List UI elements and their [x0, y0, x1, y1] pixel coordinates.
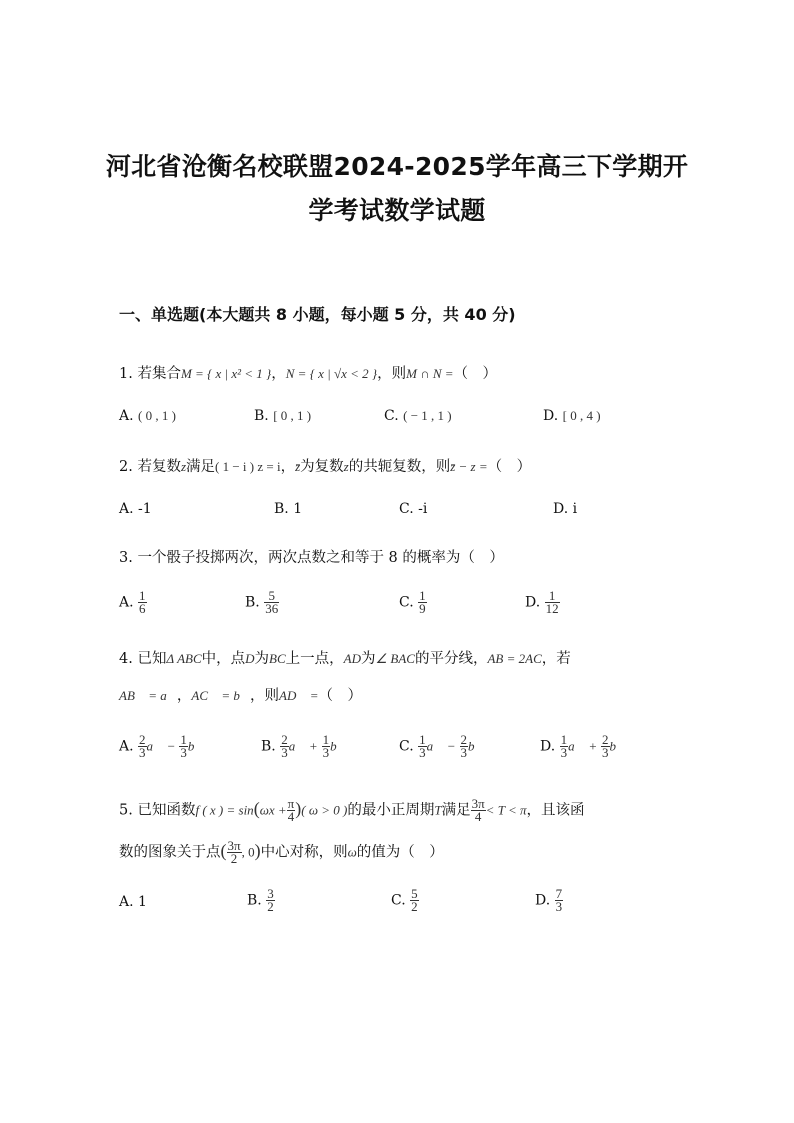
option-label: A. — [119, 738, 134, 755]
denominator: 9 — [419, 601, 426, 616]
question-text: ，且该函 — [526, 802, 585, 819]
numerator: 2 — [460, 732, 467, 747]
math-expression: AC⃗ = b⃗ — [191, 688, 250, 703]
option-value: [ 0 , 4 ) — [562, 408, 601, 423]
math-expression: AB⃗ = a⃗ — [119, 688, 177, 703]
numerator: 3π — [471, 796, 485, 811]
denominator: 36 — [265, 601, 279, 616]
denominator: 3 — [322, 745, 330, 760]
question-text: ， — [280, 459, 296, 475]
question-number: 5. — [119, 802, 133, 819]
option-label: C. — [391, 892, 406, 909]
question-text: 上一点， — [285, 651, 344, 667]
fraction — [264, 590, 279, 615]
question-text: ，若 — [541, 651, 571, 667]
fraction — [410, 888, 419, 913]
numerator: 1 — [419, 588, 426, 603]
math-expression: AD⃗ = — [279, 688, 319, 703]
numerator: 2 — [602, 732, 609, 747]
paren: ( — [253, 798, 260, 819]
denominator: 3 — [419, 745, 426, 760]
question-number: 1. — [119, 366, 133, 382]
option-b[interactable] — [261, 734, 347, 759]
question-text: （ ） — [453, 366, 498, 382]
option-label: A. — [119, 408, 134, 424]
question-3 — [119, 546, 504, 567]
question-text: 的平分线， — [414, 651, 488, 667]
question-number: 4. — [119, 651, 133, 667]
numerator: 1 — [322, 732, 330, 747]
vector-b: b⃗ — [468, 738, 485, 754]
math-expression: D — [245, 651, 255, 666]
math-expression: z̄ — [295, 459, 301, 474]
numerator: 1 — [180, 732, 187, 747]
option-label: A. — [119, 894, 134, 910]
question-text: 满足 — [441, 802, 471, 819]
option-c[interactable] — [384, 408, 452, 424]
denominator: 3 — [602, 745, 609, 760]
numerator: 7 — [555, 886, 563, 901]
option-a[interactable] — [119, 590, 147, 615]
operator: − — [167, 738, 175, 754]
option-label: D. — [525, 594, 541, 611]
denominator: 3 — [560, 745, 568, 760]
option-value: ( − 1 , 1 ) — [403, 408, 452, 423]
fraction — [601, 734, 610, 759]
option-a[interactable] — [119, 408, 176, 424]
math-expression: , 0 — [241, 844, 255, 860]
numerator: 1 — [560, 732, 568, 747]
option-c[interactable] — [399, 501, 427, 517]
denominator: 4 — [474, 809, 482, 824]
fraction — [418, 734, 427, 759]
question-5 — [119, 798, 584, 823]
fraction — [471, 798, 486, 823]
numerator: 1 — [545, 590, 560, 603]
math-expression: z̄ − z = — [450, 459, 488, 474]
question-4 — [119, 647, 571, 668]
math-expression: M ∩ N = — [406, 366, 454, 381]
denominator: 2 — [411, 899, 418, 914]
denominator: 3 — [555, 899, 563, 914]
question-4-line2 — [119, 684, 362, 705]
numerator: 3 — [267, 886, 274, 901]
math-expression: AB = 2AC — [487, 651, 542, 666]
option-label: B. — [254, 408, 269, 424]
question-text: 中，点 — [201, 651, 246, 667]
option-b[interactable] — [245, 590, 279, 615]
question-text: ，则 — [377, 366, 407, 382]
question-2 — [119, 455, 531, 476]
denominator: 6 — [139, 601, 146, 616]
numerator: π — [287, 796, 295, 811]
numerator: 1 — [139, 588, 146, 603]
option-label: D. — [553, 501, 569, 517]
option-b[interactable] — [274, 501, 302, 517]
question-text: 若集合 — [137, 366, 181, 382]
option-b[interactable] — [247, 888, 275, 913]
option-label: C. — [399, 738, 414, 755]
denominator: 3 — [281, 745, 288, 760]
option-d[interactable] — [535, 888, 563, 913]
question-text: （ ） — [318, 688, 362, 704]
question-text: ，则 — [250, 688, 279, 704]
fraction — [418, 590, 427, 615]
question-text: 已知 — [137, 651, 167, 667]
math-expression: T — [434, 802, 442, 818]
numerator: 2 — [139, 732, 146, 747]
question-text: 一个骰子投掷两次，两次点数之和等于 8 的概率为（ ） — [137, 550, 504, 566]
vector-b: b⃗ — [609, 738, 627, 754]
math-expression: M = { x | x² < 1 } — [180, 366, 272, 381]
option-label: D. — [543, 408, 559, 424]
operator: + — [589, 738, 597, 754]
vector-a: a⃗ — [288, 738, 306, 754]
denominator: 2 — [230, 851, 238, 866]
math-expression: ωx + — [259, 802, 287, 818]
question-number: 3. — [119, 550, 133, 566]
fraction — [179, 734, 188, 759]
page-title-line2: 学考试数学试题 — [308, 196, 486, 225]
denominator: 4 — [287, 809, 295, 824]
paren: ) — [295, 798, 302, 819]
question-text: 的共轭复数，则 — [348, 459, 451, 475]
math-expression: ω — [347, 844, 357, 860]
math-expression: z — [343, 459, 349, 474]
operator: + — [309, 738, 318, 754]
paren: ) — [254, 840, 261, 861]
question-text: 若复数 — [137, 459, 181, 475]
denominator: 12 — [545, 601, 559, 616]
numerator: 5 — [411, 886, 418, 901]
fraction — [322, 734, 331, 759]
fraction — [266, 888, 275, 913]
fraction — [560, 734, 569, 759]
vector-a: a⃗ — [568, 738, 585, 754]
math-expression: BC — [269, 651, 286, 666]
option-a[interactable] — [119, 894, 147, 910]
denominator: 3 — [139, 745, 146, 760]
numerator: 2 — [281, 732, 288, 747]
denominator: 3 — [180, 745, 187, 760]
option-label: C. — [399, 501, 414, 517]
question-text: 中心对称，则 — [260, 844, 348, 861]
question-text: 已知函数 — [137, 802, 196, 819]
question-text: 数的图象关于点 — [119, 844, 221, 861]
option-d[interactable] — [553, 501, 577, 517]
numerator: 5 — [264, 590, 279, 603]
math-expression: ∠ BAC — [375, 651, 415, 666]
question-text: 为复数 — [300, 459, 344, 475]
option-c[interactable] — [399, 734, 485, 759]
math-expression: ( 1 − i ) z = i — [215, 459, 281, 474]
option-label: D. — [535, 892, 551, 909]
question-text: （ ） — [487, 459, 532, 475]
option-d[interactable] — [543, 408, 601, 424]
option-value: i — [572, 501, 578, 517]
fraction — [138, 734, 147, 759]
option-label: C. — [384, 408, 399, 424]
option-label: B. — [247, 892, 262, 909]
option-label: D. — [540, 738, 556, 755]
option-b[interactable] — [254, 408, 311, 424]
option-label: B. — [274, 501, 289, 517]
option-d[interactable] — [525, 590, 560, 615]
numerator: 3π — [227, 838, 241, 853]
operator: − — [447, 738, 456, 754]
fraction — [287, 798, 296, 823]
math-expression: z — [180, 459, 187, 474]
option-value: 1 — [138, 894, 147, 910]
math-expression: < T < π — [485, 802, 527, 818]
math-expression: AD — [343, 651, 362, 666]
question-number: 2. — [119, 459, 133, 475]
option-c[interactable] — [391, 888, 419, 913]
fraction — [280, 734, 289, 759]
math-expression: ( ω > 0 ) — [301, 802, 348, 818]
paren: ( — [220, 840, 227, 861]
question-text: 的最小正周期 — [347, 802, 435, 819]
question-text: ， — [176, 688, 192, 704]
option-value: -1 — [138, 501, 152, 517]
vector-a: a⃗ — [146, 738, 164, 754]
option-a[interactable] — [119, 501, 152, 517]
fraction — [555, 888, 564, 913]
option-value: [ 0 , 1 ) — [273, 408, 312, 423]
vector-b: b⃗ — [330, 738, 347, 754]
question-text: 的值为（ ） — [356, 844, 444, 861]
fraction — [227, 840, 242, 865]
question-5-line2 — [119, 840, 444, 865]
vector-a: a⃗ — [426, 738, 444, 754]
question-1 — [119, 362, 497, 383]
option-label: B. — [261, 738, 276, 755]
option-label: A. — [119, 501, 134, 517]
denominator: 3 — [460, 745, 467, 760]
fraction — [545, 590, 560, 615]
question-text: 为 — [361, 651, 376, 667]
option-value: -i — [418, 501, 428, 517]
numerator: 1 — [419, 732, 426, 747]
math-expression: N = { x | √x < 2 } — [285, 366, 378, 381]
question-text: ， — [271, 366, 286, 382]
question-text: 满足 — [186, 459, 216, 475]
vector-b: b⃗ — [187, 738, 205, 754]
math-expression: f ( x ) = sin — [195, 802, 254, 818]
option-value: ( 0 , 1 ) — [138, 408, 176, 423]
math-expression: Δ ABC — [166, 651, 202, 666]
option-value: 1 — [293, 501, 303, 517]
option-label: B. — [245, 594, 260, 611]
question-text: 为 — [254, 651, 270, 667]
option-d[interactable] — [540, 734, 626, 759]
option-label: C. — [399, 594, 414, 611]
fraction — [138, 590, 147, 615]
page-title-line1: 河北省沧衡名校联盟2024-2025学年高三下学期开 — [105, 152, 689, 181]
denominator: 2 — [267, 899, 274, 914]
fraction — [460, 734, 469, 759]
option-a[interactable] — [119, 734, 205, 759]
option-c[interactable] — [399, 590, 427, 615]
section-heading: 一、单选题(本大题共 8 小题，每小题 5 分，共 40 分) — [119, 305, 516, 324]
option-label: A. — [119, 594, 134, 611]
